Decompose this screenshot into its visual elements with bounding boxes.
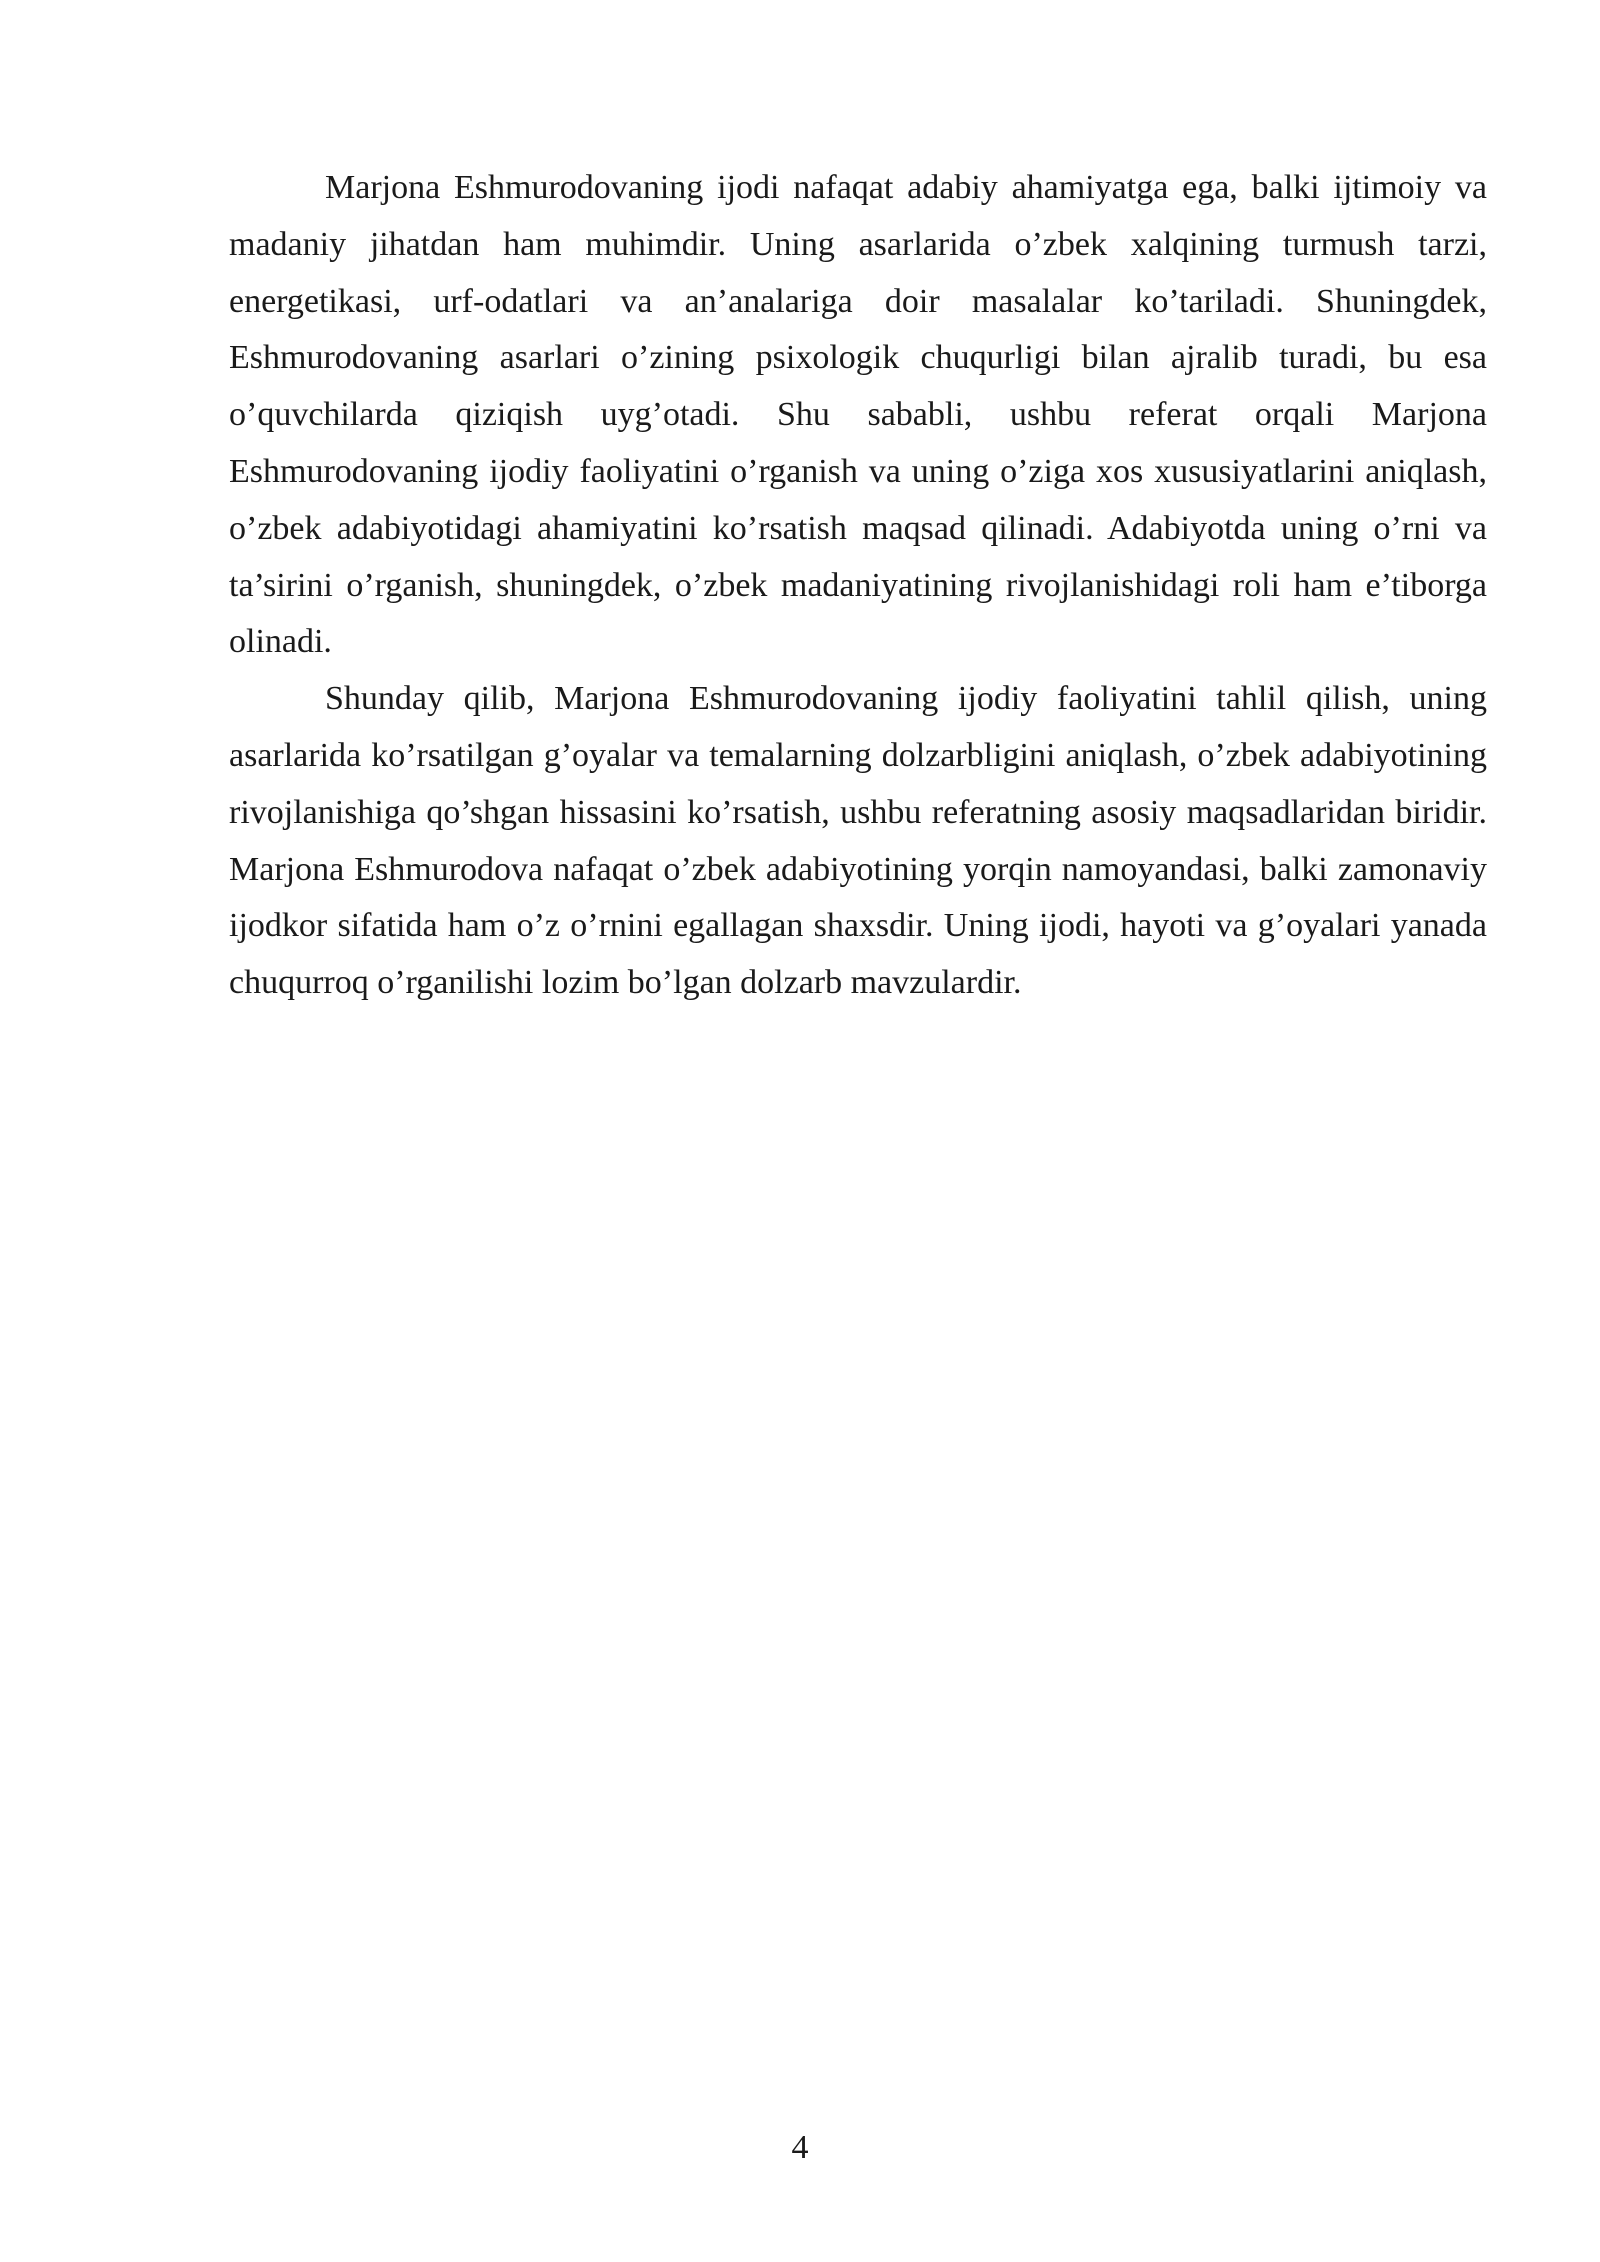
page-number: 4 — [791, 2129, 809, 2166]
paragraph: Marjona Eshmurodovaning ijodi nafaqat adabiy ahamiyatga ega, balki ijtimoiy va madaniy jihatdan ham muhimdir. Uning asarlarida o’zbek xalqining turmush tarzi, energetikasi, urf-odatlari va an’analariga doir masalalar ko’tariladi. Shuningdek, Eshmurodovaning asarlari o’zining psixologik chuqurligi bilan ajralib turadi, bu esa o’quvchilarda qiziqish uyg’otadi. Shu sababli, ushbu referat orqali Marjona Eshmurodovaning ijodiy faoliyatini o’rganish va uning o’ziga xos xususiyatlarini aniqlash, o’zbek adabiyotidagi ahamiyatini ko’rsatish maqsad qilinadi. Adabiyotda uning o’rni va ta’sirini o’rganish, shuningdek, o’zbek madaniyatining rivojlanishidagi roli ham e’tiborga olinadi. — [229, 169, 1487, 661]
body-text — [229, 160, 1487, 1012]
paragraph: Shunday qilib, Marjona Eshmurodovaning ijodiy faoliyatini tahlil qilish, uning asarlarida ko’rsatilgan g’oyalar va temalarning dolzarbligini aniqlash, o’zbek adabiyotining rivojlanishiga qo’shgan hissasini ko’rsatish, ushbu referatning asosiy maqsadlaridan biridir. Marjona Eshmurodova nafaqat o’zbek adabiyotining yorqin namoyandasi, balki zamonaviy ijodkor sifatida ham o’z o’rnini egallagan shaxsdir. Uning ijodi, hayoti va g’oyalari yanada chuqurroq o’rganilishi lozim bo’lgan dolzarb mavzulardir. — [229, 680, 1487, 1002]
